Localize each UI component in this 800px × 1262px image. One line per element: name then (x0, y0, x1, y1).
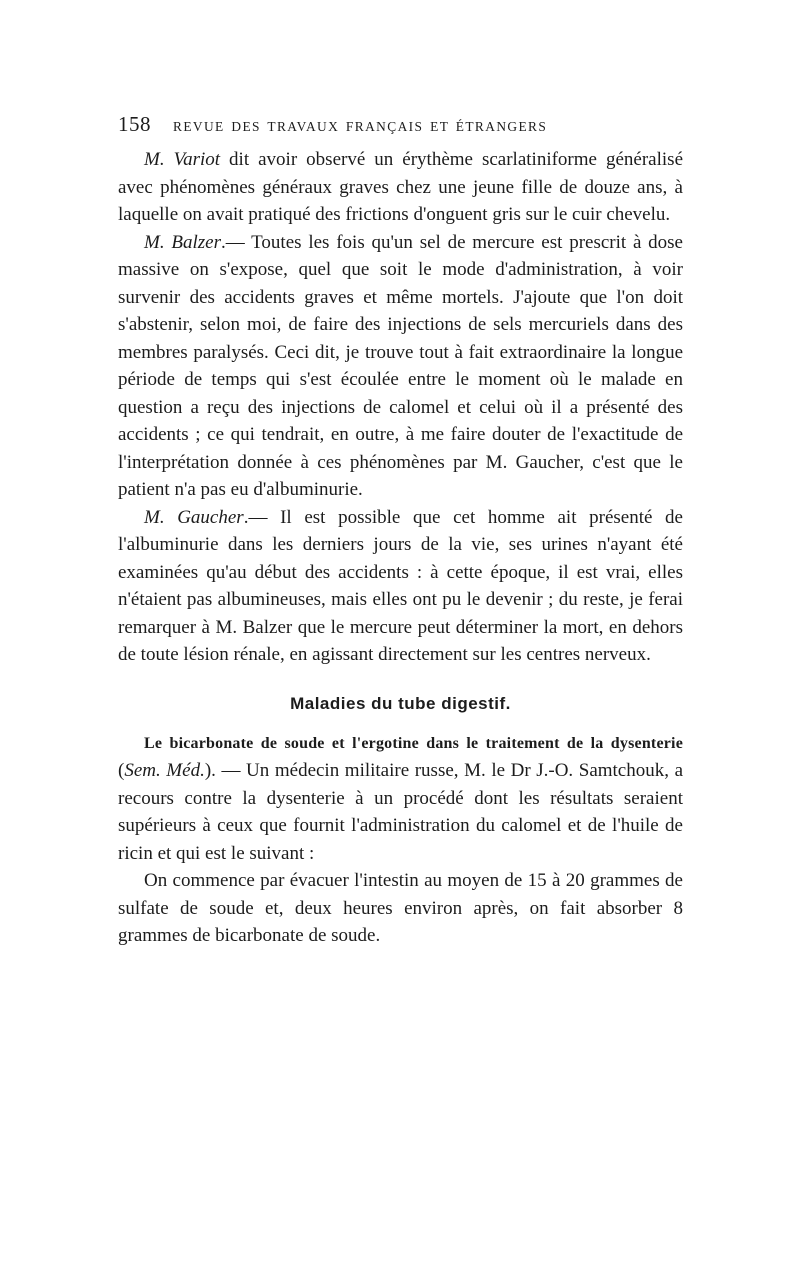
speaker-name: M. Variot (144, 149, 221, 170)
section-title: Maladies du tube digestif. (290, 693, 511, 713)
paragraph-text: .— Il est possible que cet homme ait présenté de l'albuminurie dans les derniers jours de la vie, ses urines n'ayant été examinées qu'au début des accidents : à cette époque, il est vrai, elles n'étaient pas albumineuses, mais elles ont pu le devenir ; du reste, je ferai remarquer à M. Balzer que le mercure peut déterminer la mort, en dehors de toute lésion rénale, en agissant directement sur les centres nerveux. (118, 506, 683, 665)
page (118, 112, 683, 950)
citation-open: ( (118, 760, 125, 781)
speaker-name: M. Balzer (144, 231, 221, 253)
page-number: 158 (118, 112, 151, 136)
article-paragraph (118, 729, 683, 868)
running-head (118, 112, 683, 146)
article-text: — Un médecin militaire russe, M. le Dr J.-O. Samtchouk, a recours contre la dysenterie à un procédé dont les résultats seraient supérieurs à ceux que fournit l'administration du calomel et de l'huile de ricin et qui est le suivant : (118, 760, 684, 864)
article-title: Le bicarbonate de soude et l'ergotine dans le traitement de la dysenterie (144, 734, 683, 752)
article-continuation: On commence par évacuer l'intestin au moyen de 15 à 20 grammes de sulfate de soude et, deux heures environ après, on fait absorber 8 grammes de bicarbonate de soude. (118, 870, 683, 946)
paragraph-variot (118, 146, 683, 229)
article-citation: Sem. Méd. (124, 760, 205, 781)
running-head-title: REVUE DES TRAVAUX FRANÇAIS ET ÉTRANGERS (173, 119, 548, 134)
speaker-name: M. Gaucher (144, 506, 244, 528)
paragraph-balzer (118, 229, 683, 504)
citation-close: ). (204, 760, 216, 781)
paragraph-text: .— Toutes les fois qu'un sel de mercure est prescrit à dose massive on s'expose, quel que soit le mode d'administration, à voir survenir des accidents graves et même mortels. J'ajoute que l'on doit s'abstenir, selon moi, de faire des injections de sels mercuriels dans des membres paralysés. Ceci dit, je trouve tout à fait extraordinaire la longue période de temps qui s'est écoulée entre le moment où le malade en question a reçu des injections de calomel et celui où il a présenté des accidents ; ce qui tendrait, en outre, à me faire douter de l'exactitude de l'interprétation donnée à ces phénomènes par M. Gaucher, c'est que le patient n'a pas eu d'albuminurie. (118, 231, 683, 500)
paragraph-text: dit avoir observé un érythème scarlatiniforme généralisé avec phénomènes généraux graves chez une jeune fille de douze ans, à laquelle on avait pratiqué des frictions d'onguent gris sur le cuir chevelu. (118, 149, 683, 225)
paragraph-gaucher (118, 504, 683, 669)
